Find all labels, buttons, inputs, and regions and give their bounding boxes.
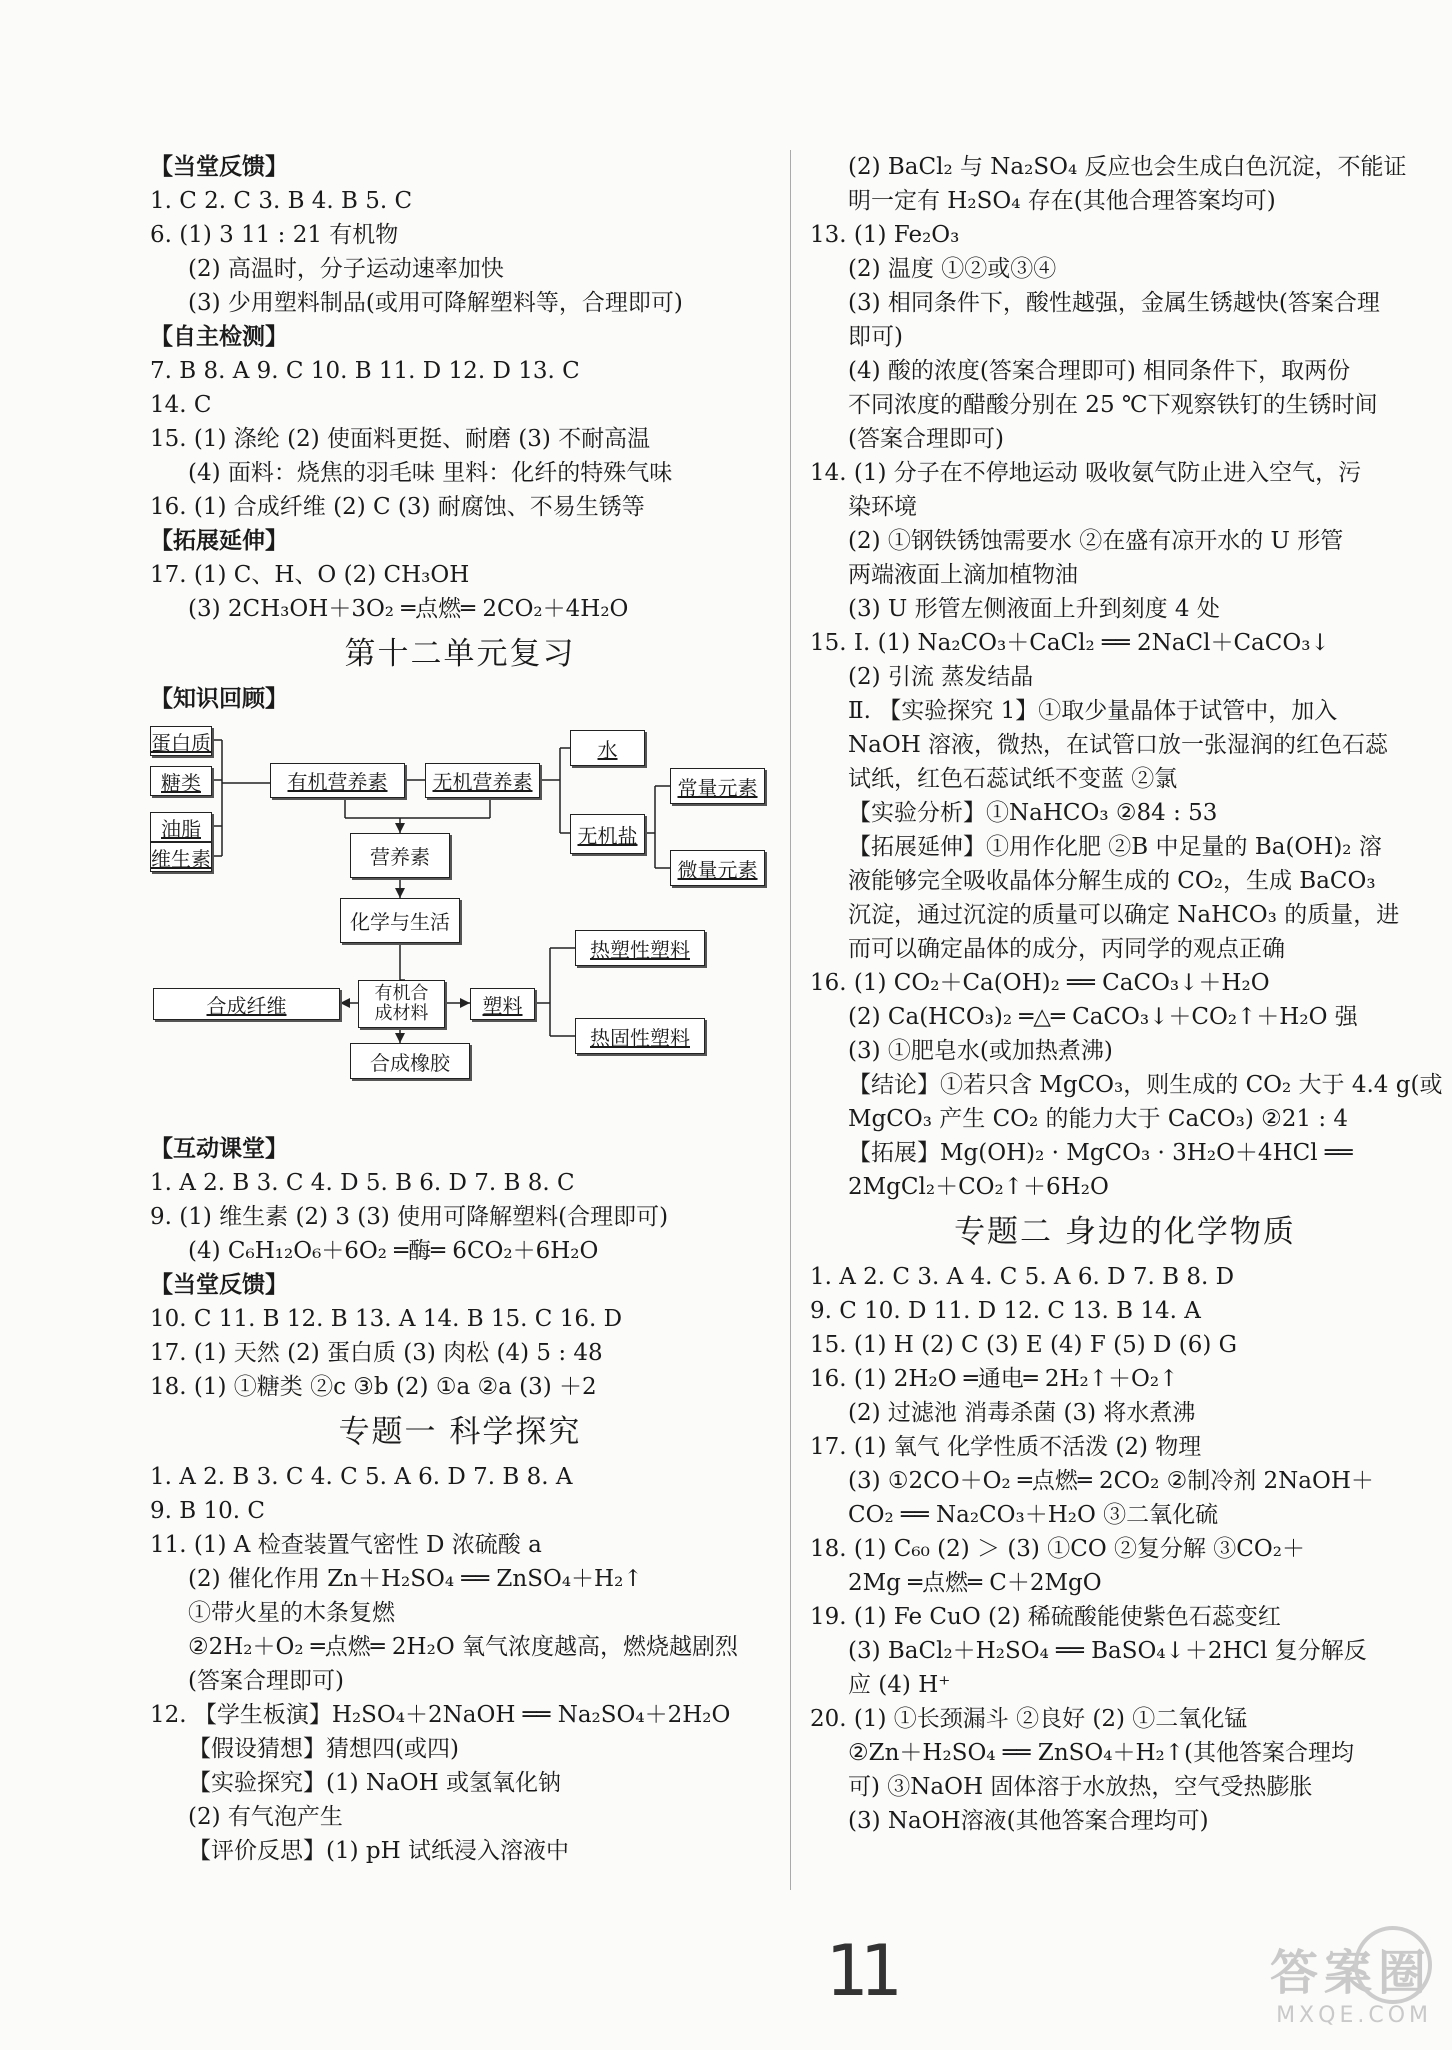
box-thermoplastic: 热塑性塑料 [575, 930, 705, 966]
section-heading: 【拓展延伸】 [150, 528, 288, 554]
answer-line: (2) 催化作用 Zn＋H₂SO₄ ══ ZnSO₄＋H₂↑ [188, 1566, 643, 1592]
answer-line: 12. 【学生板演】H₂SO₄＋2NaOH ══ Na₂SO₄＋2H₂O [150, 1702, 731, 1728]
answer-line: 9. C 10. D 11. D 12. C 13. B 14. A [810, 1298, 1201, 1324]
right-column [810, 150, 1443, 1838]
box-sugar: 糖类 [150, 766, 212, 796]
answer-line: 15. (1) H (2) C (3) E (4) F (5) D (6) G [810, 1332, 1238, 1358]
answer-line: (3) 2CH₃OH＋3O₂ ═点燃═ 2CO₂＋4H₂O [188, 596, 629, 622]
answer-line: (3) 相同条件下，酸性越强，金属生锈越快(答案合理 [848, 290, 1380, 316]
chapter-title: 专题一 科学探究 [338, 1414, 582, 1450]
section-heading: 【当堂反馈】 [150, 1272, 288, 1298]
answer-line: (2) 有气泡产生 [188, 1804, 343, 1830]
box-thermoset-plastic: 热固性塑料 [575, 1018, 705, 1054]
answer-line: Ⅱ. 【实验探究 1】①取少量晶体于试管中，加入 [848, 698, 1338, 724]
answer-line: 1. C 2. C 3. B 4. B 5. C [150, 188, 413, 214]
answer-line: 应 (4) H⁺ [848, 1672, 951, 1698]
box-protein: 蛋白质 [150, 726, 212, 756]
answer-line: (2) 温度 ①②或③④ [848, 256, 1057, 282]
watermark [1270, 1934, 1432, 2028]
answer-line: (3) 少用塑料制品(或用可降解塑料等，合理即可) [188, 290, 683, 316]
answer-line: 9. B 10. C [150, 1498, 265, 1524]
answer-line: (2) 过滤池 消毒杀菌 (3) 将水煮沸 [848, 1400, 1196, 1426]
answer-line: 15. Ⅰ. (1) Na₂CO₃＋CaCl₂ ══ 2NaCl＋CaCO₃↓ [810, 630, 1330, 656]
section-heading: 【知识回顾】 [150, 686, 288, 712]
answer-line: 17. (1) 天然 (2) 蛋白质 (3) 肉松 (4) 5 : 48 [150, 1340, 603, 1366]
answer-line: (4) C₆H₁₂O₆＋6O₂ ═酶═ 6CO₂＋6H₂O [188, 1238, 599, 1264]
answer-line: 不同浓度的醋酸分别在 25 ℃下观察铁钉的生锈时间 [848, 392, 1378, 418]
box-fat: 油脂 [150, 812, 212, 842]
answer-line: 【拓展延伸】①用作化肥 ②B 中足量的 Ba(OH)₂ 溶 [848, 834, 1382, 860]
answer-line: 14. (1) 分子在不停地运动 吸收氨气防止进入空气，污 [810, 460, 1362, 486]
left-column [150, 150, 770, 1868]
answer-line: MgCO₃ 产生 CO₂ 的能力大于 CaCO₃) ②21 : 4 [848, 1106, 1349, 1132]
answer-line: ②2H₂＋O₂ ═点燃═ 2H₂O 氧气浓度越高，燃烧越剧烈 [188, 1634, 739, 1660]
answer-line: (答案合理即可) [848, 426, 1004, 452]
box-nutrient: 营养素 [350, 833, 450, 878]
box-organic-nutrient: 有机营养素 [270, 763, 405, 798]
knowledge-review-diagram [150, 718, 770, 1128]
answer-line: 两端液面上滴加植物油 [848, 562, 1078, 588]
answer-line: (3) NaOH溶液(其他答案合理均可) [848, 1808, 1209, 1834]
answer-line: 1. A 2. B 3. C 4. D 5. B 6. D 7. B 8. C [150, 1170, 575, 1196]
answer-line: 【实验探究】(1) NaOH 或氢氧化钠 [188, 1770, 561, 1796]
answer-line: (2) ①钢铁锈蚀需要水 ②在盛有凉开水的 U 形管 [848, 528, 1344, 554]
answer-line: (答案合理即可) [188, 1668, 344, 1694]
answer-line: 染环境 [848, 494, 917, 520]
answer-line: 【评价反思】(1) pH 试纸浸入溶液中 [188, 1838, 569, 1864]
answer-line: (4) 面料：烧焦的羽毛味 里料：化纤的特殊气味 [188, 460, 673, 486]
answer-line: (2) Ca(HCO₃)₂ ═△═ CaCO₃↓＋CO₂↑＋H₂O 强 [848, 1004, 1358, 1030]
answer-line: (3) ①2CO＋O₂ ═点燃═ 2CO₂ ②制冷剂 2NaOH＋ [848, 1468, 1374, 1494]
box-vitamin: 维生素 [150, 842, 212, 872]
answer-line: 2Mg ═点燃═ C＋2MgO [848, 1570, 1102, 1596]
answer-line: 【结论】①若只含 MgCO₃，则生成的 CO₂ 大于 4.4 g(或 [848, 1072, 1443, 1098]
answer-line: 明一定有 H₂SO₄ 存在(其他合理答案均可) [848, 188, 1276, 214]
answer-line: 17. (1) 氧气 化学性质不活泼 (2) 物理 [810, 1434, 1202, 1460]
answer-line: 10. C 11. B 12. B 13. A 14. B 15. C 16. D [150, 1306, 623, 1332]
answer-line: 【假设猜想】猜想四(或四) [188, 1736, 459, 1762]
answer-line: 19. (1) Fe CuO (2) 稀硫酸能使紫色石蕊变红 [810, 1604, 1281, 1630]
answer-line: 14. C [150, 392, 212, 418]
column-divider [790, 150, 791, 1890]
answer-line: ①带火星的木条复燃 [188, 1600, 395, 1626]
box-plastic: 塑料 [470, 988, 535, 1020]
answer-line: CO₂ ══ Na₂CO₃＋H₂O ③二氧化硫 [848, 1502, 1219, 1528]
box-synthetic-fiber: 合成纤维 [153, 988, 340, 1020]
section-heading: 【当堂反馈】 [150, 154, 288, 180]
answer-line: 【实验分析】①NaHCO₃ ②84 : 53 [848, 800, 1218, 826]
box-water: 水 [570, 730, 645, 766]
answer-line: 7. B 8. A 9. C 10. B 11. D 12. D 13. C [150, 358, 580, 384]
chapter-title: 专题二 身边的化学物质 [954, 1214, 1296, 1250]
answer-line: ②Zn＋H₂SO₄ ══ ZnSO₄＋H₂↑(其他答案合理均 [848, 1740, 1354, 1766]
answer-line: NaOH 溶液，微热，在试管口放一张湿润的红色石蕊 [848, 732, 1389, 758]
answer-line: 20. (1) ①长颈漏斗 ②良好 (2) ①二氧化锰 [810, 1706, 1248, 1732]
answer-line: 11. (1) A 检查装置气密性 D 浓硫酸 a [150, 1532, 542, 1558]
answer-line: 沉淀，通过沉淀的质量可以确定 NaHCO₃ 的质量，进 [848, 902, 1400, 928]
answer-line: (2) BaCl₂ 与 Na₂SO₄ 反应也会生成白色沉淀，不能证 [848, 154, 1407, 180]
answer-line: 而可以确定晶体的成分，丙同学的观点正确 [848, 936, 1285, 962]
answer-line: 9. (1) 维生素 (2) 3 (3) 使用可降解塑料(合理即可) [150, 1204, 669, 1230]
answer-line: 16. (1) CO₂＋Ca(OH)₂ ══ CaCO₃↓＋H₂O [810, 970, 1270, 996]
answer-line: 1. A 2. C 3. A 4. C 5. A 6. D 7. B 8. D [810, 1264, 1235, 1290]
answer-line: 2MgCl₂＋CO₂↑＋6H₂O [848, 1174, 1109, 1200]
answer-line: 1. A 2. B 3. C 4. C 5. A 6. D 7. B 8. A [150, 1464, 573, 1490]
answer-line: (3) U 形管左侧液面上升到刻度 4 处 [848, 596, 1220, 622]
section-heading: 【互动课堂】 [150, 1136, 288, 1162]
answer-line: 16. (1) 合成纤维 (2) C (3) 耐腐蚀、不易生锈等 [150, 494, 645, 520]
box-macro-element: 常量元素 [670, 768, 765, 804]
answer-line: 试纸，红色石蕊试纸不变蓝 ②氯 [848, 766, 1178, 792]
answer-line: 15. (1) 涤纶 (2) 使面料更挺、耐磨 (3) 不耐高温 [150, 426, 651, 452]
watermark-title: 答案圈 [1269, 1945, 1432, 2001]
answer-line: 液能够完全吸收晶体分解生成的 CO₂，生成 BaCO₃ [848, 868, 1376, 894]
box-organic-synthetic-material: 有机合成材料 [358, 980, 445, 1028]
answer-line: 16. (1) 2H₂O ═通电═ 2H₂↑＋O₂↑ [810, 1366, 1179, 1392]
box-chemistry-and-life: 化学与生活 [340, 898, 460, 943]
page-number: 11 [825, 1930, 894, 2012]
chapter-title: 第十二单元复习 [344, 636, 576, 672]
answer-line: (2) 高温时，分子运动速率加快 [188, 256, 504, 282]
box-trace-element: 微量元素 [670, 850, 765, 886]
answer-line: (3) ①肥皂水(或加热煮沸) [848, 1038, 1113, 1064]
answer-line: 13. (1) Fe₂O₃ [810, 222, 960, 248]
answer-line: (3) BaCl₂＋H₂SO₄ ══ BaSO₄↓＋2HCl 复分解反 [848, 1638, 1367, 1664]
answer-line: 即可) [848, 324, 903, 350]
box-inorganic-nutrient: 无机营养素 [425, 763, 540, 798]
box-inorganic-salt: 无机盐 [570, 814, 645, 854]
answer-line: (4) 酸的浓度(答案合理即可) 相同条件下，取两份 [848, 358, 1351, 384]
answer-line: 【拓展】Mg(OH)₂ · MgCO₃ · 3H₂O＋4HCl ══ [848, 1140, 1353, 1166]
answer-line: 17. (1) C、H、O (2) CH₃OH [150, 562, 470, 588]
answer-line: 18. (1) C₆₀ (2) ＞ (3) ①CO ②复分解 ③CO₂＋ [810, 1536, 1305, 1562]
answer-line: 18. (1) ①糖类 ②c ③b (2) ①a ②a (3) ＋2 [150, 1374, 597, 1400]
answer-line: (2) 引流 蒸发结晶 [848, 664, 1034, 690]
watermark-circle-icon [1354, 1926, 1432, 2004]
section-heading: 【自主检测】 [150, 324, 288, 350]
answer-line: 6. (1) 3 11 : 21 有机物 [150, 222, 399, 248]
box-synthetic-rubber: 合成橡胶 [350, 1043, 470, 1079]
answer-line: 可) ③NaOH 固体溶于水放热，空气受热膨胀 [848, 1774, 1313, 1800]
watermark-url: MXQE.COM [1276, 2003, 1432, 2028]
